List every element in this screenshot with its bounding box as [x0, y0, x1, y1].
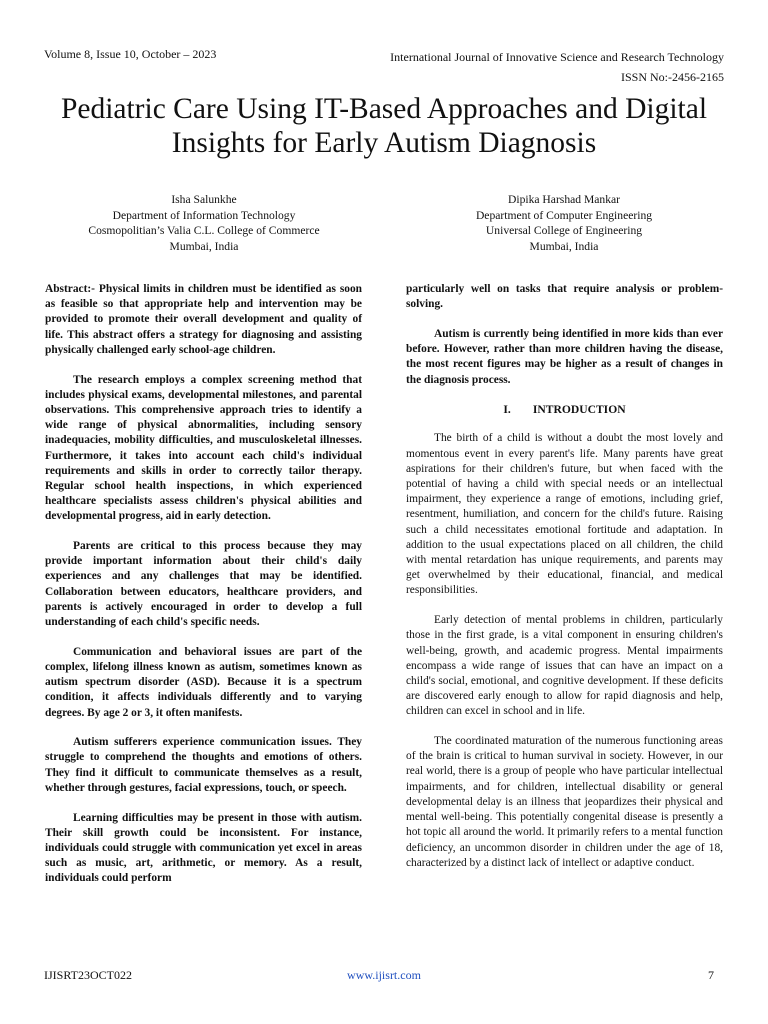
author-department: Department of Information Technology	[112, 208, 296, 222]
journal-website-link[interactable]: www.ijisrt.com	[347, 968, 421, 982]
body-paragraph: The coordinated maturation of the numerous functioning areas of the brain is critical to human survival in society. However, in our real world, there is a group of people who have particular intellectual impairments, and for children, intellectual disability or general developmental delay is an illness that jeopardizes their physical and mental well-being. This potentially congenital disease is presently a hot topic all around the world. It primarily refers to a mental function deficiency, an uncommon disorder in children under the age of 18, characterized by a distinct lack of intellect or adaptive conduct.	[406, 735, 723, 869]
body-paragraph: Parents are critical to this process because they may provide important information about their child's daily experiences and any challenges that may be identified. Collaboration between educators, healthcare providers, and parents is actively encouraged in order to develop a full understanding of each child's specific needs.	[45, 540, 362, 629]
journal-name: International Journal of Innovative Science and Research Technology	[390, 50, 724, 64]
author-college: Cosmopolitian’s Valia C.L. College of Commerce	[88, 224, 320, 237]
article-code: IJISRT23OCT022	[44, 968, 132, 982]
body-paragraph: Early detection of mental problems in children, particularly those in the first grade, is a vital component in ensuring children's well-being, growth, and academic progress. Mental impairments encompass a wide range of issues that can have an impact on a child's social, emotional, and cognitive development. If these deficits are discovered early enough to allow for rapid diagnosis and help, children can excel in school and in life.	[406, 614, 723, 718]
issn: ISSN No:-2456-2165	[620, 70, 724, 84]
section-heading	[406, 402, 723, 417]
author-block-1	[34, 192, 374, 254]
section-number: I.	[503, 403, 511, 417]
left-column	[45, 282, 362, 901]
abstract-paragraph: Abstract:- Physical limits in children must be identified as soon as feasible so that appropriate help and intervention may be provided to promote their overall development and quality of life. This abstract offers a strategy for diagnosing and assisting physically challenged early school-age children.	[45, 283, 362, 356]
body-paragraph: Learning difficulties may be present in those with autism. Their skill growth could be inconsistent. For instance, individuals could struggle with communication yet excel in areas such as music, art, arithmetic, or memory. As a result, individuals could perform	[45, 811, 362, 885]
title-line-2: Insights for Early Autism Diagnosis	[171, 127, 597, 159]
journal-header	[390, 47, 724, 87]
paper-title	[30, 92, 738, 160]
author-name: Isha Salunkhe	[171, 193, 237, 206]
author-city: Mumbai, India	[529, 239, 599, 253]
body-paragraph-bold: particularly well on tasks that require analysis or problem-solving.	[406, 283, 723, 311]
body-paragraph: Autism sufferers experience communication issues. They struggle to comprehend the thoughts and emotions of others. They find it difficult to communicate themselves as a result, whether through gestures, facial expressions, touch, or speech.	[45, 736, 362, 794]
body-paragraph-bold: Autism is currently being identified in more kids than ever before. However, rather than more children having the disease, the most recent figures may be higher as a result of changes in the diagnosis process.	[406, 327, 723, 386]
author-name: Dipika Harshad Mankar	[507, 193, 621, 206]
author-college: Universal College of Engineering	[485, 224, 643, 237]
title-line-1: Pediatric Care Using IT-Based Approaches and Digital	[60, 93, 708, 125]
section-title: INTRODUCTION	[532, 403, 626, 417]
author-block-2	[394, 192, 734, 254]
author-department: Department of Computer Engineering	[475, 208, 653, 222]
right-column	[406, 282, 723, 885]
author-city: Mumbai, India	[169, 239, 239, 253]
page-number: 7	[708, 968, 714, 982]
volume-issue: Volume 8, Issue 10, October – 2023	[44, 47, 217, 61]
body-paragraph: The birth of a child is without a doubt the most lovely and momentous event in every parent's life. Many parents have great aspirations for their children's future, but when faced with the potential of having a child with special needs or an intellectual impairment, they experience a range of emotions, including grief, resentment, humiliation, and concern for the child's future. Raising such a child necessitates emotional fortitude and adaptation. In addition to the usual expectations placed on all children, the child with mental retardation has unique requirements, and parents may get overwhelmed by their educational, financial, and medical responsibilities.	[406, 432, 723, 597]
body-paragraph: The research employs a complex screening method that includes physical exams, developmental milestones, and parental observations. This comprehensive approach tries to identify a wide range of physical abnormalities, including sensory inadequacies, mobility difficulties, and musculoskeletal illnesses. Furthermore, it takes into account each child's individual requirements and skills in order to correctly tailor therapy. Regular school health inspections, in which experienced healthcare specialists assess children's physical abilities and developmental progress, aid in early detection.	[45, 373, 362, 523]
body-paragraph: Communication and behavioral issues are part of the complex, lifelong illness known as autism, sometimes known as autism spectrum disorder (ASD). Because it is a spectrum condition, it affects individuals differently and to varying degrees. By age 2 or 3, it often manifests.	[45, 645, 362, 719]
